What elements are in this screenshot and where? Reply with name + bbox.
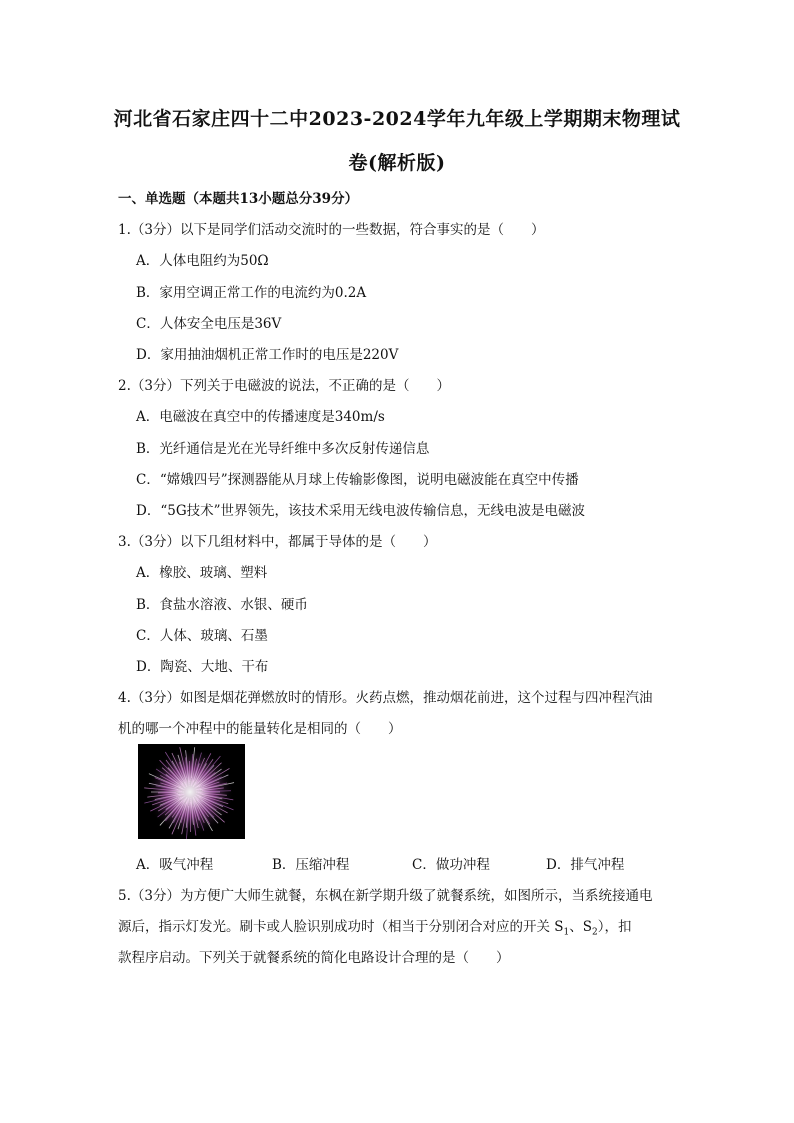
question-5-stem-line2	[118, 915, 632, 938]
question-4-option-c: C．做功冲程	[412, 857, 490, 873]
question-4-option-a: A．吸气冲程	[136, 857, 214, 873]
question-4-stem-line2: 机的哪一个冲程中的能量转化是相同的（ ）	[118, 721, 402, 737]
question-1-option-b: B．家用空调正常工作的电流约为0.2A	[136, 285, 367, 301]
question-5-stem: 5.（3分）为方便广大师生就餐，东枫在新学期升级了就餐系统，如图所示，当系统接通电	[118, 888, 653, 904]
question-3-option-b: B．食盐水溶液、水银、硬币	[136, 597, 308, 613]
question-4-option-b: B．压缩冲程	[272, 857, 350, 873]
question-2-option-c: C．“嫦娥四号”探测器能从月球上传输影像图，说明电磁波能在真空中传播	[136, 472, 579, 488]
question-2-option-a: A．电磁波在真空中的传播速度是340m/s	[136, 409, 385, 425]
question-4-stem: 4.（3分）如图是烟花弹燃放时的情形。火药点燃，推动烟花前进，这个过程与四冲程汽油	[118, 690, 653, 706]
question-3-option-d: D．陶瓷、大地、干布	[136, 659, 269, 675]
question-4-option-d: D．排气冲程	[546, 857, 625, 873]
question-1-stem: 1.（3分）以下是同学们活动交流时的一些数据，符合事实的是（ ）	[118, 222, 545, 238]
question-2-option-b: B．光纤通信是光在光导纤维中多次反射传递信息	[136, 441, 430, 457]
question-2-stem: 2.（3分）下列关于电磁波的说法，不正确的是（ ）	[118, 378, 450, 394]
question-3-option-a: A．橡胶、玻璃、塑料	[136, 565, 268, 581]
question-1-option-a: A．人体电阻约为50Ω	[136, 253, 269, 269]
question-5-stem-line3: 款程序启动。下列关于就餐系统的简化电路设计合理的是（ ）	[118, 950, 510, 966]
question-1-option-d: D．家用抽油烟机正常工作时的电压是220V	[136, 347, 399, 363]
firework-image	[138, 744, 245, 839]
question-3-stem: 3.（3分）以下几组材料中，都属于导体的是（ ）	[118, 534, 437, 550]
question-5-stem-tail: ），扣	[597, 919, 632, 935]
switch-subscript-1: 1	[563, 927, 570, 938]
question-5-stem-part: 源后，指示灯发光。刷卡或人脸识别成功时（相当于分别闭合对应的开关 S	[118, 919, 564, 935]
question-5-stem-sep: 、S	[569, 919, 593, 935]
question-1-option-c: C．人体安全电压是36V	[136, 316, 282, 332]
page-title-line2: 卷(解析版)	[348, 152, 446, 174]
switch-subscript-2: 2	[592, 927, 598, 938]
question-3-option-c: C．人体、玻璃、石墨	[136, 628, 268, 644]
question-2-option-d: D．“5G技术”世界领先，该技术采用无线电波传输信息，无线电波是电磁波	[136, 503, 585, 519]
section-heading: 一、单选题（本题共13小题总分39分）	[118, 191, 359, 207]
page-title: 河北省石家庄四十二中2023-2024学年九年级上学期期末物理试	[113, 108, 681, 130]
